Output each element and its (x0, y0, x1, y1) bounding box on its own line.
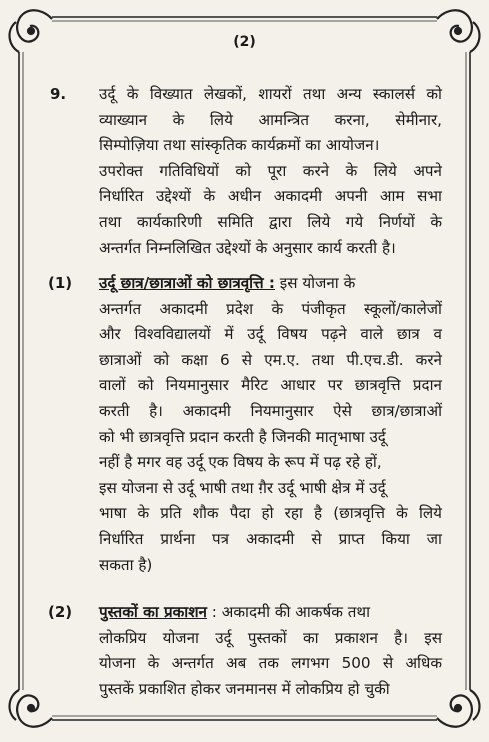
text-line: सकता है) (99, 555, 153, 574)
text-line (99, 600, 442, 626)
item-marker: (1) (48, 274, 73, 292)
text-line: योजना के अन्तर्गत अब तक लगभग 500 से अधिक (99, 654, 442, 673)
text-line: उर्दू के विख्यात लेखकों, शायरों तथा अन्य स्कालर्स को (99, 85, 442, 103)
paragraph-item-1 (99, 271, 442, 578)
text-line: को भी छात्रवृत्ति प्रदान करती है जिनकी मातृभाषा उर्दू (99, 427, 386, 446)
section-heading: उर्दू छात्र/छात्राओं को छात्रवृत्ति : (99, 274, 275, 292)
text-line: करती है। अकादमी नियमानुसार ऐसे छात्र/छात्राओं (99, 401, 442, 420)
text-line: वालों को नियमानुसार मैरिट आधार पर छात्रवृत्ति प्रदान (99, 376, 442, 395)
section-heading: पुस्तकों का प्रकाशन (99, 603, 207, 621)
item-marker: (2) (48, 603, 73, 621)
text-line: निर्धारित प्रार्थना पत्र अकादमी से प्राप्त किया जा (99, 529, 442, 548)
text-fragment: : अकादमी की आकर्षक तथा (206, 603, 371, 621)
text-line: उपरोक्त गतिविधियों को पूरा करने के लिये अपने (99, 161, 442, 180)
text-line (99, 271, 442, 297)
text-line: पुस्तकें प्रकाशित होकर जनमानस में लोकप्रिय हो चुकी (99, 679, 390, 698)
corner-ornament-icon (437, 690, 479, 727)
paragraph-item-9 (99, 82, 442, 261)
text-line: व्याख्यान के लिये आमन्त्रित करना, सेमीनार, (99, 110, 442, 129)
corner-ornament-icon (10, 690, 52, 727)
text-line: लोकप्रिय योजना उर्दू पुस्तकों का प्रकाशन है। इस (99, 628, 442, 647)
text-fragment: इस योजना के (274, 274, 356, 292)
paragraph-item-2 (99, 600, 442, 702)
text-line: छात्राओं को कक्षा 6 से एम.ए. तथा पी.एच.डी. करने (99, 350, 442, 369)
text-line: भाषा के प्रति शौक पैदा हो रहा है (छात्रवृत्ति के लिये (99, 504, 442, 523)
text-line: अन्तर्गत निम्नलिखित उद्देश्यों के अनुसार कार्य करती है। (99, 238, 396, 257)
page-number: (2) (233, 34, 256, 50)
text-line: और विश्वविद्यालयों में उर्दू विषय पढ़ने वाले छात्र व (99, 325, 442, 344)
item-marker: 9. (50, 85, 67, 103)
text-line: इस योजना से उर्दू भाषी तथा ग़ैर उर्दू भाषी क्षेत्र में उर्दू (99, 478, 386, 497)
text-line: नहीं है मगर वह उर्दू एक विषय के रूप में पढ़ रहे हों, (99, 453, 382, 472)
text-line: निर्धारित उद्देश्यों के अधीन अकादमी अपनी आम सभा (99, 187, 442, 206)
text-line: तथा कार्यकारिणी समिति द्वारा लिये गये निर्णयों के (99, 212, 442, 231)
text-line: अन्तर्गत अकादमी प्रदेश के पंजीकृत स्कूलों/कालेजों (99, 299, 442, 318)
text-line: सिम्पोज़िया तथा सांस्कृतिक कार्यक्रमों का आयोजन। (99, 136, 380, 155)
